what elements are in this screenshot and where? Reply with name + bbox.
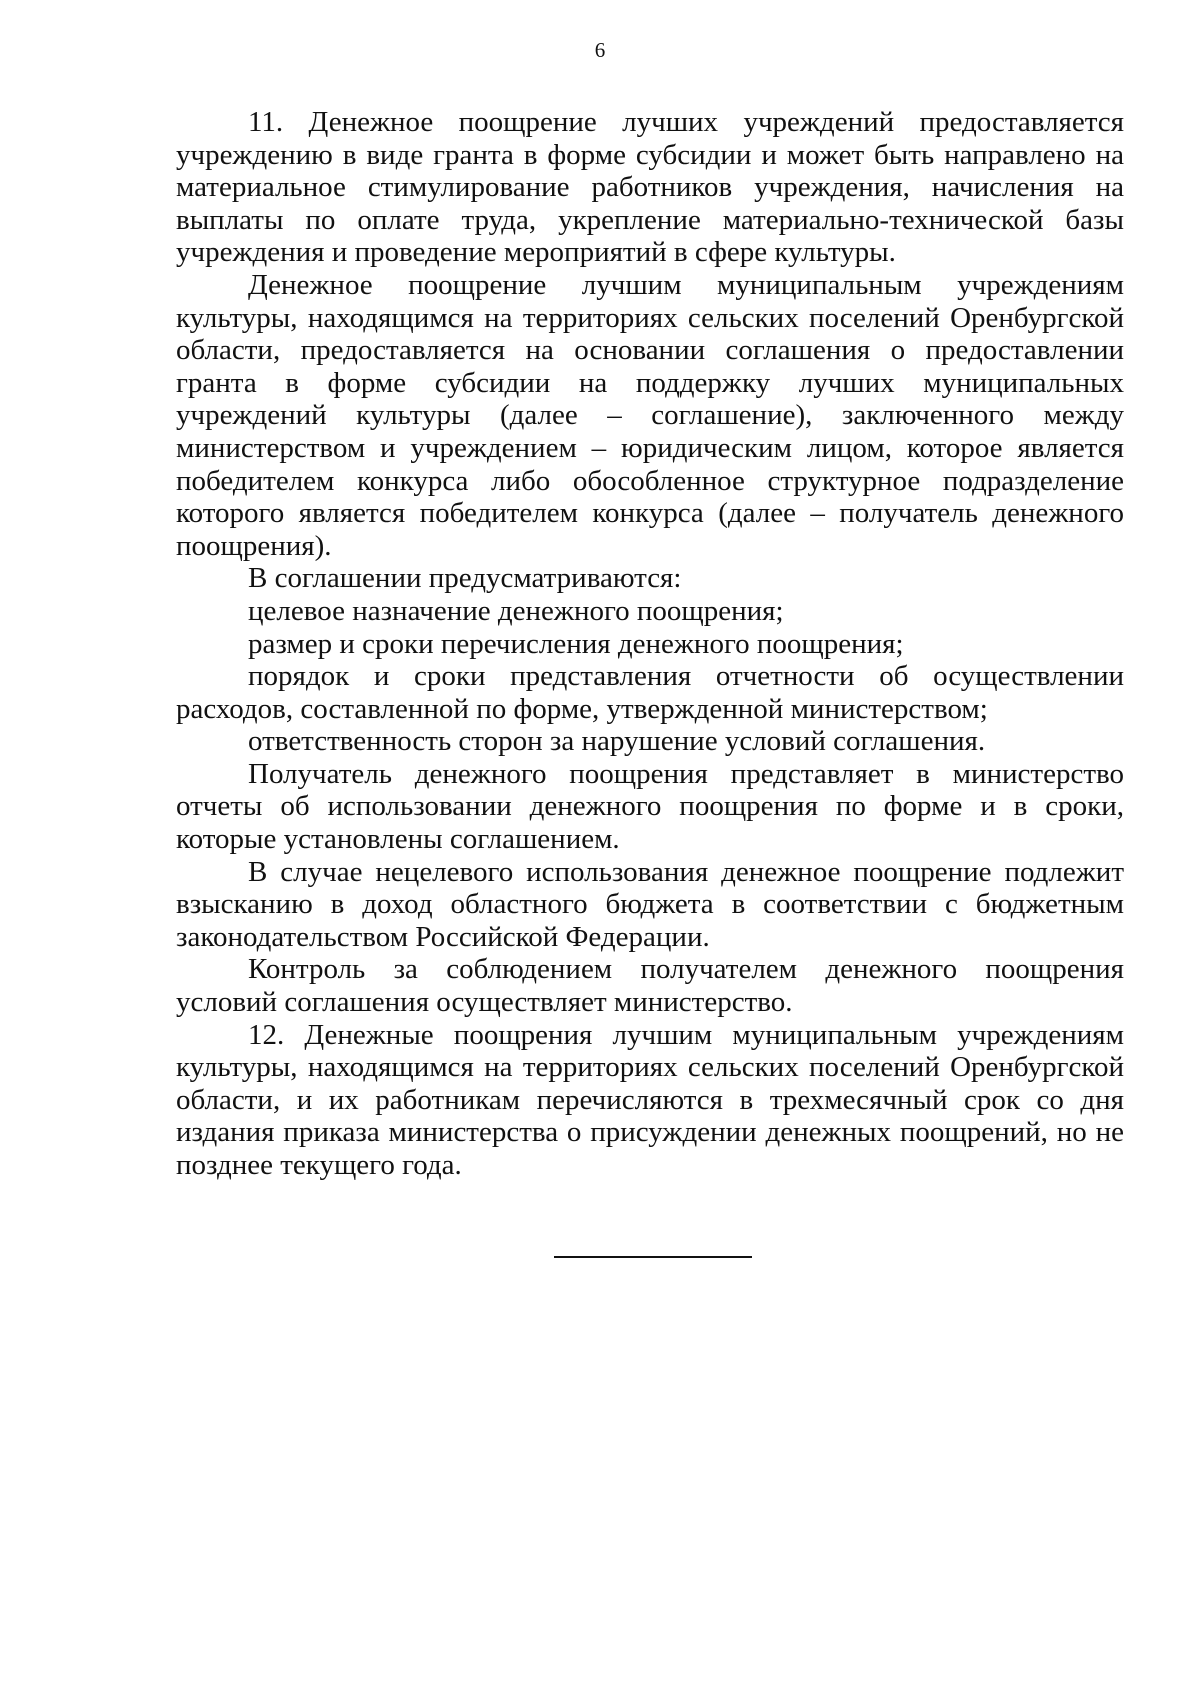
document-body — [176, 106, 1124, 1182]
paragraph-agreement-amount: размер и сроки перечисления денежного поощрения; — [248, 627, 904, 660]
paragraph-control: Контроль за соблюдением получателем денежного поощрения условий соглашения осуществляет министерство. — [176, 953, 1124, 1019]
paragraph-agreement-intro: В соглашении предусматриваются: — [248, 562, 682, 595]
end-of-document-rule — [554, 1256, 752, 1258]
page-number: 6 — [594, 38, 606, 62]
paragraph-misuse-recovery: В случае нецелевого использования денежное поощрение подлежит взысканию в доход областного бюджета в соответствии с бюджетным законодательством Российской Федерации. — [176, 855, 1124, 953]
paragraph-agreement-liability: ответственность сторон за нарушение условий соглашения. — [248, 725, 986, 758]
paragraph-item-11: 11. Денежное поощрение лучших учреждений предоставляется учреждению в виде гранта в форме субсидии и может быть направлено на материальное стимулирование работников учреждения, начисления на выплаты по оплате труда, укрепление материально-технической базы учреждения и проведение мероприятий в сфере культуры. — [176, 106, 1124, 269]
paragraph-agreement-purpose: целевое назначение денежного поощрения; — [248, 594, 784, 627]
paragraph-item-12: 12. Денежные поощрения лучшим муниципальным учреждениям культуры, находящимся на территориях сельских поселений Оренбургской области, и их работникам перечисляются в трехмесячный срок со дня издания приказа министерства о присуждении денежных поощрений, но не позднее текущего года. — [176, 1018, 1124, 1181]
paragraph-agreement-reporting: порядок и сроки представления отчетности об осуществлении расходов, составленной по форме, утвержденной министерством; — [176, 660, 1124, 725]
paragraph-grant-basis: Денежное поощрение лучшим муниципальным учреждениям культуры, находящимся на территориях сельских поселений Оренбургской области, предоставляется на основании соглашения о предоставлении гранта в форме субсидии на поддержку лучших муниципальных учреждений культуры (далее – соглашение), заключенного между министерством и учреждением – юридическим лицом, которое является победителем конкурса либо обособленное структурное подразделение которого является победителем конкурса (далее – получатель денежного поощрения). — [176, 268, 1124, 562]
paragraph-recipient-reports: Получатель денежного поощрения представляет в министерство отчеты об использовании денежного поощрения по форме и в сроки, которые установлены соглашением. — [176, 757, 1124, 856]
